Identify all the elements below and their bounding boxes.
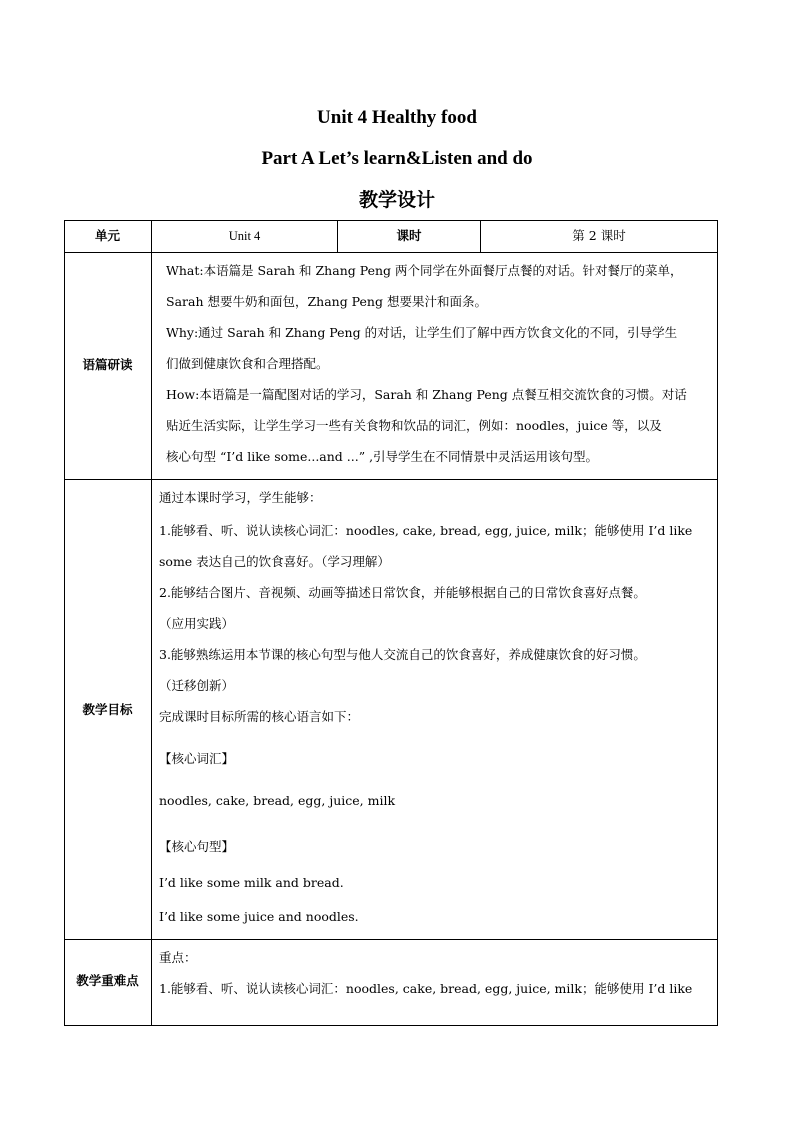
objectives-line: （迁移创新） — [159, 678, 235, 693]
core-sentence-line: I’d like some juice and noodles. — [159, 909, 359, 924]
objectives-line: 3.能够熟练运用本节课的核心句型与他人交流自己的饮食喜好，养成健康饮食的好习惯。 — [159, 647, 646, 662]
key-points-line: 1.能够看、听、说认读核心词汇：noodles, cake, bread, egg, juice, milk；能够使用 I’d like — [159, 981, 693, 996]
table-border-left — [64, 220, 65, 1026]
objectives-label: 教学目标 — [82, 702, 133, 717]
objectives-line: 1.能够看、听、说认读核心词汇：noodles, cake, bread, egg, juice, milk；能够使用 I’d like — [159, 523, 693, 538]
key-points-line: 重点： — [159, 950, 197, 965]
lesson-value: 第 2 课时 — [572, 228, 626, 243]
doc-title-unit: Unit 4 Healthy food — [317, 107, 477, 128]
doc-title-part: Part A Let’s learn&Listen and do — [261, 148, 533, 169]
text-analysis-line: What:本语篇是 Sarah 和 Zhang Peng 两个同学在外面餐厅点餐的对话。针对餐厅的菜单， — [166, 263, 683, 278]
core-vocab-heading: 【核心词汇】 — [159, 751, 235, 766]
objectives-content — [159, 482, 714, 932]
objectives-line: 完成课时目标所需的核心语言如下： — [159, 709, 360, 724]
objectives-line: 2.能够结合图片、音视频、动画等描述日常饮食，并能够根据自己的日常饮食喜好点餐。 — [159, 585, 646, 600]
objectives-line: （应用实践） — [159, 616, 235, 631]
text-analysis-content — [166, 255, 714, 472]
unit-label: 单元 — [94, 228, 120, 243]
table-col-divider — [151, 220, 152, 1026]
text-analysis-line: How:本语篇是一篇配图对话的学习，Sarah 和 Zhang Peng 点餐互相交流饮食的习惯。对话 — [166, 387, 687, 402]
objectives-line: 通过本课时学习，学生能够： — [159, 490, 322, 505]
doc-title-design: 教学设计 — [358, 189, 435, 211]
text-analysis-line: Sarah 想要牛奶和面包，Zhang Peng 想要果汁和面条。 — [166, 294, 487, 309]
objectives-line: some 表达自己的饮食喜好。（学习理解） — [159, 554, 390, 569]
table-row-divider — [64, 479, 718, 480]
key-points-content — [159, 942, 714, 1004]
text-analysis-label: 语篇研读 — [82, 357, 133, 372]
text-analysis-line: 核心句型 “I’d like some...and ...” ,引导学生在不同情景中灵活运用该句型。 — [166, 449, 599, 464]
text-analysis-line: Why:通过 Sarah 和 Zhang Peng 的对话，让学生们了解中西方饮食文化的不同，引导学生 — [166, 325, 678, 340]
table-row-divider — [64, 939, 718, 940]
table-row-divider — [64, 252, 718, 253]
table-border-bottom — [64, 1025, 718, 1026]
unit-value: Unit 4 — [228, 229, 261, 243]
lesson-label: 课时 — [396, 228, 422, 243]
core-vocab-list: noodles, cake, bread, egg, juice, milk — [159, 793, 396, 808]
core-sentence-heading: 【核心句型】 — [159, 839, 235, 854]
lesson-plan-table — [64, 220, 718, 1026]
table-border-right — [717, 220, 718, 1026]
key-points-label: 教学重难点 — [76, 973, 139, 988]
core-sentence-line: I’d like some milk and bread. — [159, 875, 344, 890]
text-analysis-line: 们做到健康饮食和合理搭配。 — [166, 356, 329, 371]
text-analysis-line: 贴近生活实际，让学生学习一些有关食物和饮品的词汇，例如：noodles，juice 等，以及 — [166, 418, 662, 433]
